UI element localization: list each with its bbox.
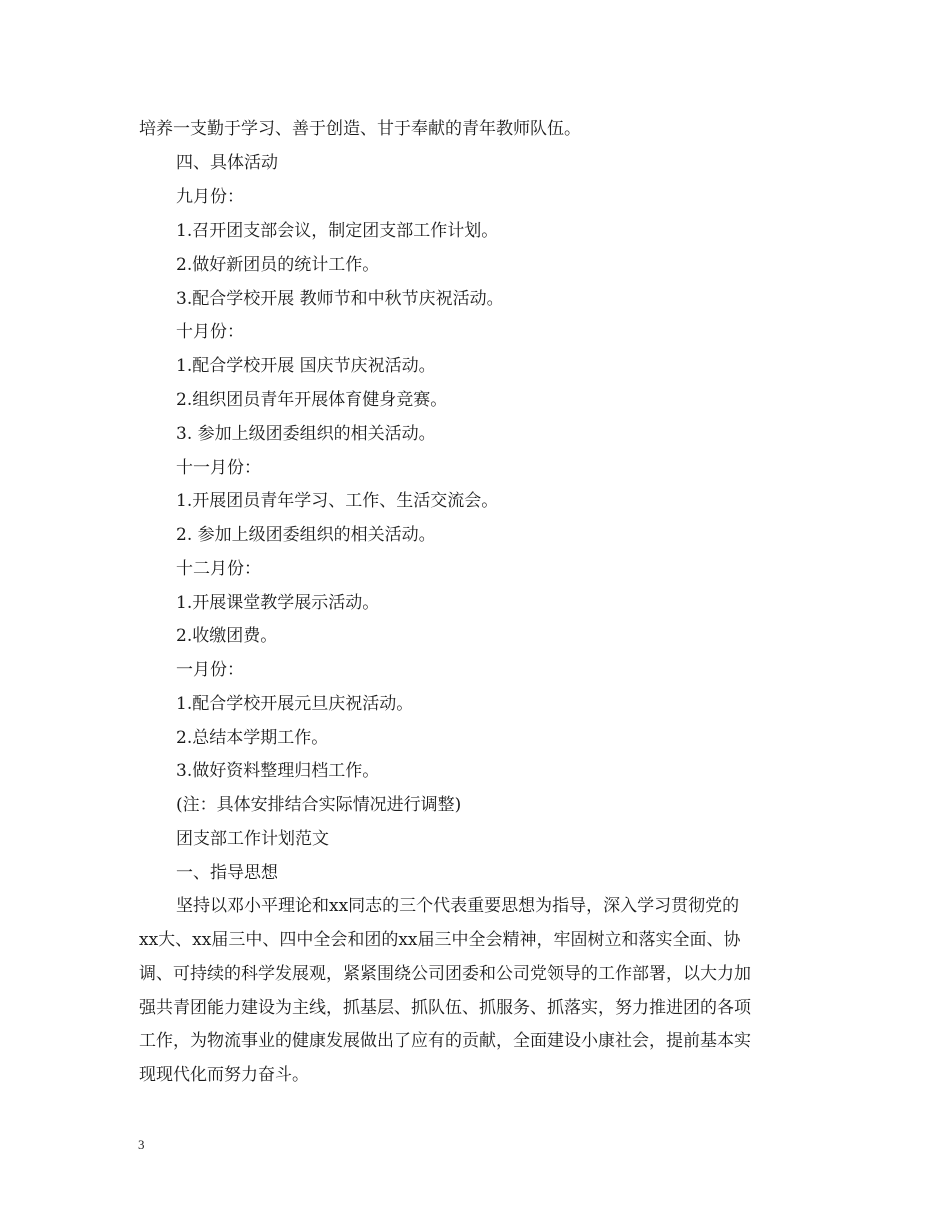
list-item: 2.组织团员青年开展体育健身竞赛。 <box>176 390 448 410</box>
list-item: 2. 参加上级团委组织的相关活动。 <box>176 525 436 545</box>
section-heading: 一、指导思想 <box>176 863 278 883</box>
list-item: 2.做好新团员的统计工作。 <box>176 255 380 275</box>
list-item: 1.开展团员青年学习、工作、生活交流会。 <box>176 491 499 511</box>
list-item: 2.总结本学期工作。 <box>176 728 329 748</box>
list-item: 1.召开团支部会议，制定团支部工作计划。 <box>176 221 499 241</box>
list-item: 1.配合学校开展 国庆节庆祝活动。 <box>176 356 436 376</box>
month-heading: 九月份： <box>176 187 244 207</box>
paragraph-line: 现现代化而努力奋斗。 <box>139 1065 309 1085</box>
month-heading: 一月份： <box>176 660 244 680</box>
paragraph-line: 工作，为物流事业的健康发展做出了应有的贡献，全面建设小康社会，提前基本实 <box>139 1031 751 1051</box>
note-text: (注：具体安排结合实际情况进行调整) <box>176 795 462 815</box>
list-item: 3.做好资料整理归档工作。 <box>176 761 380 781</box>
month-heading: 十二月份： <box>176 559 261 579</box>
paragraph-line: 调、可持续的科学发展观，紧紧围绕公司团委和公司党领导的工作部署，以大力加 <box>139 964 751 984</box>
paragraph-line: xx大、xx届三中、四中全会和团的xx届三中全会精神，牢固树立和落实全面、协 <box>139 930 741 950</box>
section-heading: 四、具体活动 <box>176 153 278 173</box>
list-item: 2.收缴团费。 <box>176 626 278 646</box>
month-heading: 十一月份： <box>176 458 261 478</box>
subtitle: 团支部工作计划范文 <box>176 829 329 849</box>
list-item: 1.开展课堂教学展示活动。 <box>176 593 380 613</box>
page-number: 3 <box>138 1137 145 1152</box>
paragraph-line: 培养一支勤于学习、善于创造、甘于奉献的青年教师队伍。 <box>139 119 581 139</box>
paragraph-line: 坚持以邓小平理论和xx同志的三个代表重要思想为指导，深入学习贯彻党的 <box>176 896 740 916</box>
list-item: 3.配合学校开展 教师节和中秋节庆祝活动。 <box>176 289 504 309</box>
list-item: 3. 参加上级团委组织的相关活动。 <box>176 424 436 444</box>
list-item: 1.配合学校开展元旦庆祝活动。 <box>176 694 414 714</box>
month-heading: 十月份： <box>176 322 244 342</box>
paragraph-line: 强共青团能力建设为主线，抓基层、抓队伍、抓服务、抓落实，努力推进团的各项 <box>139 998 751 1018</box>
